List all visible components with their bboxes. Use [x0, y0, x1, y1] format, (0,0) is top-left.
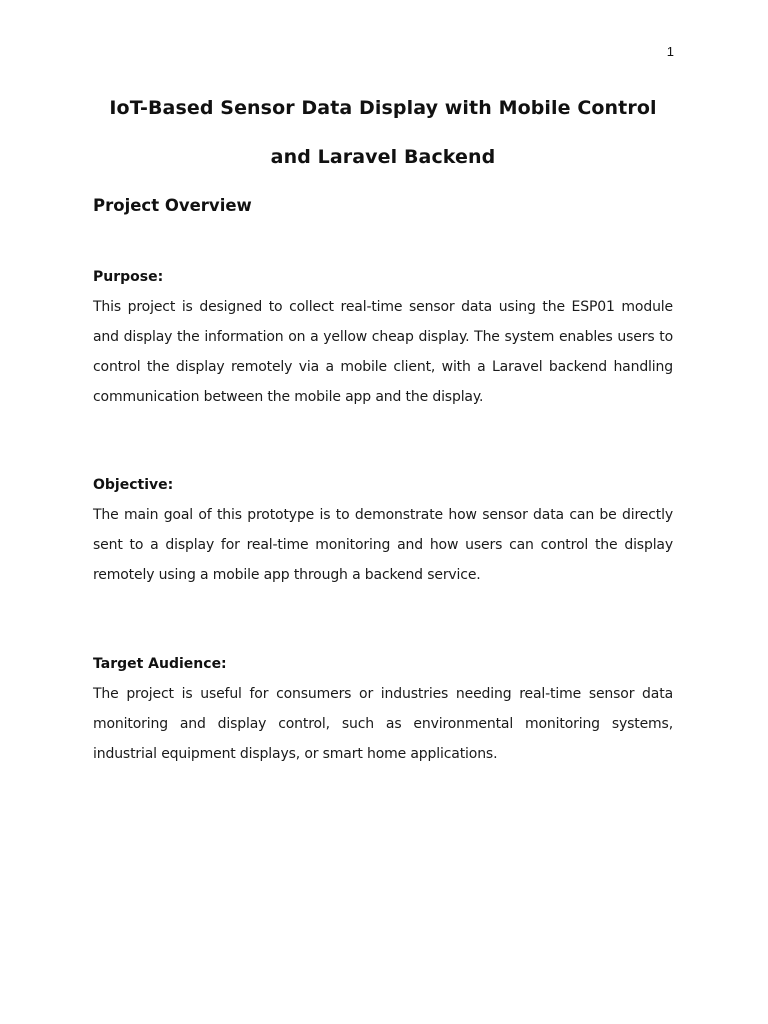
- section-heading-project-overview: Project Overview: [93, 196, 252, 215]
- purpose-section: [93, 262, 673, 412]
- purpose-paragraph: This project is designed to collect real-time sensor data using the ESP01 module and display the information on a yellow cheap display. The system enables users to control the display remotely via a mobile client, with a Laravel backend handling communication between the mobile app and the display.: [93, 299, 673, 405]
- objective-label: Objective:: [93, 477, 174, 493]
- target-audience-section: [93, 649, 673, 769]
- purpose-label: Purpose:: [93, 269, 164, 285]
- target-audience-paragraph: The project is useful for consumers or industries needing real-time sensor data monitoring and display control, such as environmental monitoring systems, industrial equipment displays, or smart home applications.: [93, 686, 673, 762]
- objective-paragraph: The main goal of this prototype is to demonstrate how sensor data can be directly sent to a display for real-time monitoring and how users can control the display remotely using a mobile app through a backend service.: [93, 507, 673, 583]
- target-audience-label: Target Audience:: [93, 656, 227, 672]
- page-number: 1: [666, 44, 674, 59]
- document-title: IoT-Based Sensor Data Display with Mobile Control and Laravel Backend: [109, 97, 657, 168]
- objective-section: [93, 470, 673, 590]
